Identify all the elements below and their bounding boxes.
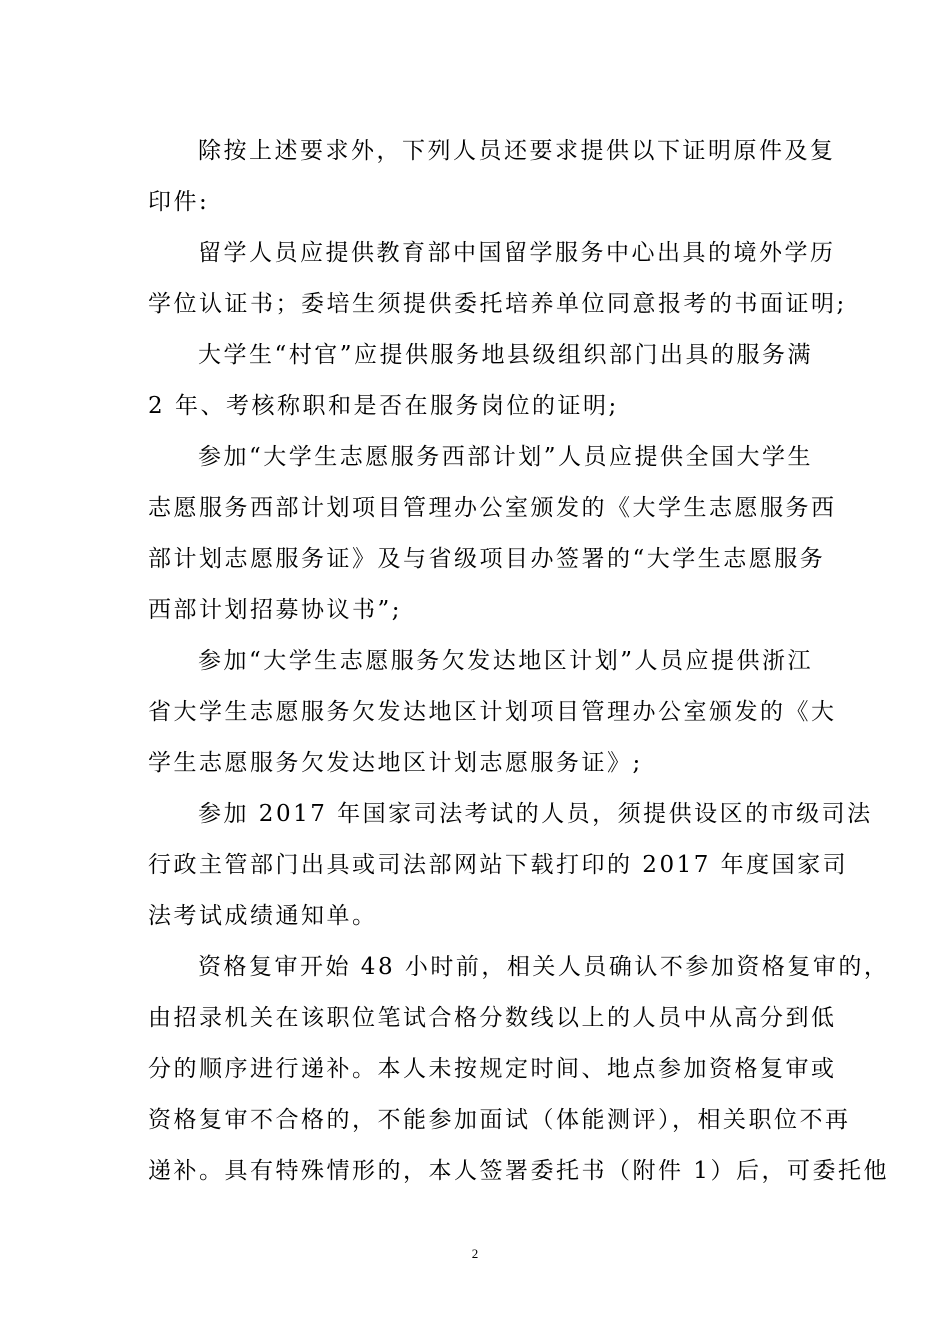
text-line: 参加 2017 年国家司法考试的人员，须提供设区的市级司法 — [198, 801, 873, 827]
paragraph-overseas-students — [148, 228, 847, 330]
text-line: 西部计划招募协议书”; — [148, 597, 403, 623]
text-line: 法考试成绩通知单。 — [148, 903, 378, 929]
text-line: 省大学生志愿服务欠发达地区计划项目管理办公室颁发的《大 — [148, 699, 837, 725]
text-line: 印件: — [148, 189, 210, 215]
text-line: 递补。具有特殊情形的，本人签署委托书（附件 1）后，可委托他 — [148, 1158, 889, 1184]
text-line: 参加“大学生志愿服务欠发达地区计划”人员应提供浙江 — [198, 648, 814, 674]
text-line: 志愿服务西部计划项目管理办公室颁发的《大学生志愿服务西 — [148, 495, 837, 521]
text-line: 资格复审不合格的，不能参加面试（体能测评），相关职位不再 — [148, 1107, 851, 1133]
text-line: 留学人员应提供教育部中国留学服务中心出具的境外学历 — [198, 240, 836, 266]
text-line: 学生志愿服务欠发达地区计划志愿服务证》; — [148, 750, 643, 776]
paragraph-western-volunteers — [148, 432, 838, 636]
text-line: 学位认证书；委培生须提供委托培养单位同意报考的书面证明; — [148, 291, 847, 317]
paragraph-underdeveloped-volunteers — [148, 636, 838, 789]
page-number: 2 — [471, 1246, 479, 1261]
text-line: 行政主管部门出具或司法部网站下载打印的 2017 年度国家司 — [148, 852, 849, 878]
text-line: 2 年、考核称职和是否在服务岗位的证明; — [148, 393, 619, 419]
text-line: 大学生“村官”应提供服务地县级组织部门出具的服务满 — [198, 342, 814, 368]
paragraph-review-substitution — [148, 942, 890, 1197]
document-body — [148, 126, 890, 1197]
text-line: 部计划志愿服务证》及与省级项目办签署的“大学生志愿服务 — [148, 546, 826, 572]
paragraph-judicial-exam — [148, 789, 873, 942]
text-line: 资格复审开始 48 小时前，相关人员确认不参加资格复审的， — [198, 954, 890, 980]
paragraph-required-documents — [148, 126, 838, 228]
text-line: 参加“大学生志愿服务西部计划”人员应提供全国大学生 — [198, 444, 814, 470]
text-line: 由招录机关在该职位笔试合格分数线以上的人员中从高分到低 — [148, 1005, 837, 1031]
text-line: 除按上述要求外，下列人员还要求提供以下证明原件及复 — [198, 138, 836, 164]
paragraph-village-officials — [148, 330, 838, 432]
text-line: 分的顺序进行递补。本人未按规定时间、地点参加资格复审或 — [148, 1056, 837, 1082]
